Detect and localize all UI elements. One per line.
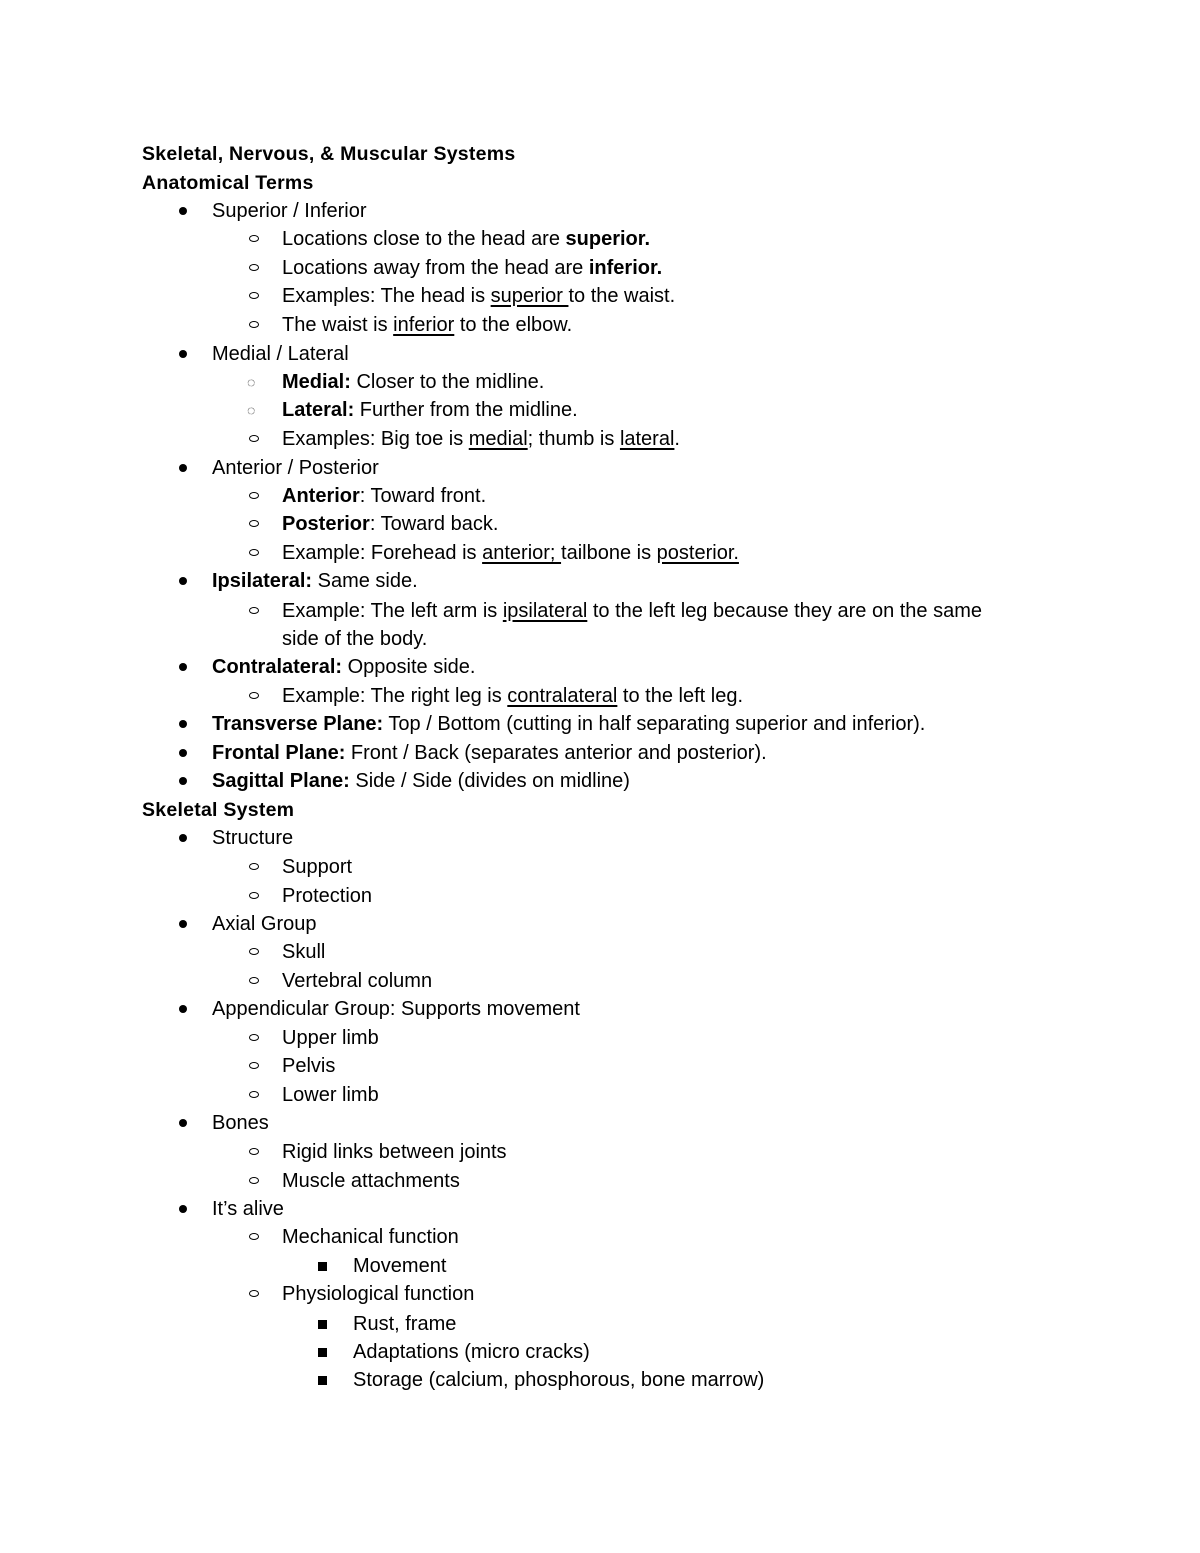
bullet-disc-icon xyxy=(179,749,187,757)
bullet-disc-icon xyxy=(179,464,187,472)
bullet-circle-icon xyxy=(249,292,259,299)
bullet-circle-icon xyxy=(249,863,259,870)
list-item: Muscle attachments xyxy=(0,1167,1200,1195)
bullet-circle-icon xyxy=(249,1290,259,1297)
list-item: Physiological function xyxy=(0,1280,1200,1308)
bullet-circle-icon xyxy=(249,1062,259,1069)
list-item: Storage (calcium, phosphorous, bone marrow) xyxy=(0,1366,1200,1394)
list-item: Locations away from the head are inferior. xyxy=(0,254,1200,282)
list-item: The waist is inferior to the elbow. xyxy=(0,311,1200,339)
list-item: Protection xyxy=(0,882,1200,910)
bullet-circle-icon xyxy=(249,1233,259,1240)
bullet-circle-icon xyxy=(249,549,259,556)
list-item: Axial Group xyxy=(0,910,1200,938)
bullet-circle-icon xyxy=(249,1177,259,1184)
document-title: Skeletal, Nervous, & Muscular Systems xyxy=(142,143,516,165)
list-item-continuation: side of the body. xyxy=(282,628,428,650)
list-item: Lower limb xyxy=(0,1081,1200,1109)
list-item: Rigid links between joints xyxy=(0,1138,1200,1166)
list-item: Adaptations (micro cracks) xyxy=(0,1338,1200,1366)
list-item: Transverse Plane: Top / Bottom (cutting in half separating superior and inferior). xyxy=(0,710,1200,738)
bullet-circle-icon xyxy=(249,892,259,899)
bullet-circle-icon xyxy=(249,1148,259,1155)
list-item: Locations close to the head are superior. xyxy=(0,225,1200,253)
list-item: Skull xyxy=(0,938,1200,966)
bullet-circle-icon xyxy=(249,948,259,955)
bullet-circle-icon xyxy=(249,492,259,499)
bullet-disc-icon xyxy=(179,663,187,671)
bullet-square-icon xyxy=(318,1320,327,1329)
list-item: Posterior: Toward back. xyxy=(0,510,1200,538)
section-heading-anatomical-terms: Anatomical Terms xyxy=(142,172,314,194)
bullet-disc-icon xyxy=(179,350,187,358)
list-item: Appendicular Group: Supports movement xyxy=(0,995,1200,1023)
bullet-disc-icon xyxy=(179,777,187,785)
bullet-circle-icon xyxy=(249,235,259,242)
bullet-circle-icon xyxy=(249,1091,259,1098)
bullet-circle-icon xyxy=(249,1034,259,1041)
list-item: Superior / Inferior xyxy=(0,197,1200,225)
list-item: Vertebral column xyxy=(0,967,1200,995)
bullet-disc-icon xyxy=(179,577,187,585)
list-item: Bones xyxy=(0,1109,1200,1137)
bullet-square-icon xyxy=(318,1376,327,1385)
list-item: Support xyxy=(0,853,1200,881)
list-item: Example: The left arm is ipsilateral to the left leg because they are on the same xyxy=(0,597,1200,625)
bullet-disc-icon xyxy=(179,834,187,842)
bullet-dotted-circle-icon: ◌ xyxy=(247,402,256,418)
list-item: Anterior: Toward front. xyxy=(0,482,1200,510)
list-item: ◌ Medial: Closer to the midline. xyxy=(0,368,1200,396)
bullet-circle-icon xyxy=(249,520,259,527)
bullet-dotted-circle-icon: ◌ xyxy=(247,374,256,390)
bullet-disc-icon xyxy=(179,1205,187,1213)
list-item: Sagittal Plane: Side / Side (divides on midline) xyxy=(0,767,1200,795)
section-heading-skeletal-system: Skeletal System xyxy=(142,799,295,821)
list-item: Movement xyxy=(0,1252,1200,1280)
bullet-disc-icon xyxy=(179,920,187,928)
list-item: Example: Forehead is anterior; tailbone is posterior. xyxy=(0,539,1200,567)
bullet-disc-icon xyxy=(179,1005,187,1013)
list-item: Examples: Big toe is medial; thumb is lateral. xyxy=(0,425,1200,453)
list-item: Mechanical function xyxy=(0,1223,1200,1251)
list-item: Rust, frame xyxy=(0,1310,1200,1338)
bullet-disc-icon xyxy=(179,1119,187,1127)
bullet-circle-icon xyxy=(249,977,259,984)
bullet-disc-icon xyxy=(179,720,187,728)
bullet-square-icon xyxy=(318,1348,327,1357)
bullet-circle-icon xyxy=(249,321,259,328)
list-item: Upper limb xyxy=(0,1024,1200,1052)
bullet-circle-icon xyxy=(249,435,259,442)
list-item: It’s alive xyxy=(0,1195,1200,1223)
list-item: Examples: The head is superior to the waist. xyxy=(0,282,1200,310)
bullet-circle-icon xyxy=(249,607,259,614)
list-item: Pelvis xyxy=(0,1052,1200,1080)
list-item: Ipsilateral: Same side. xyxy=(0,567,1200,595)
bullet-disc-icon xyxy=(179,207,187,215)
bullet-circle-icon xyxy=(249,264,259,271)
list-item: Contralateral: Opposite side. xyxy=(0,653,1200,681)
list-item: ◌ Lateral: Further from the midline. xyxy=(0,396,1200,424)
list-item: Medial / Lateral xyxy=(0,340,1200,368)
list-item: Frontal Plane: Front / Back (separates anterior and posterior). xyxy=(0,739,1200,767)
bullet-square-icon xyxy=(318,1262,327,1271)
bullet-circle-icon xyxy=(249,692,259,699)
list-item: Structure xyxy=(0,824,1200,852)
list-item: Example: The right leg is contralateral to the left leg. xyxy=(0,682,1200,710)
list-item: Anterior / Posterior xyxy=(0,454,1200,482)
